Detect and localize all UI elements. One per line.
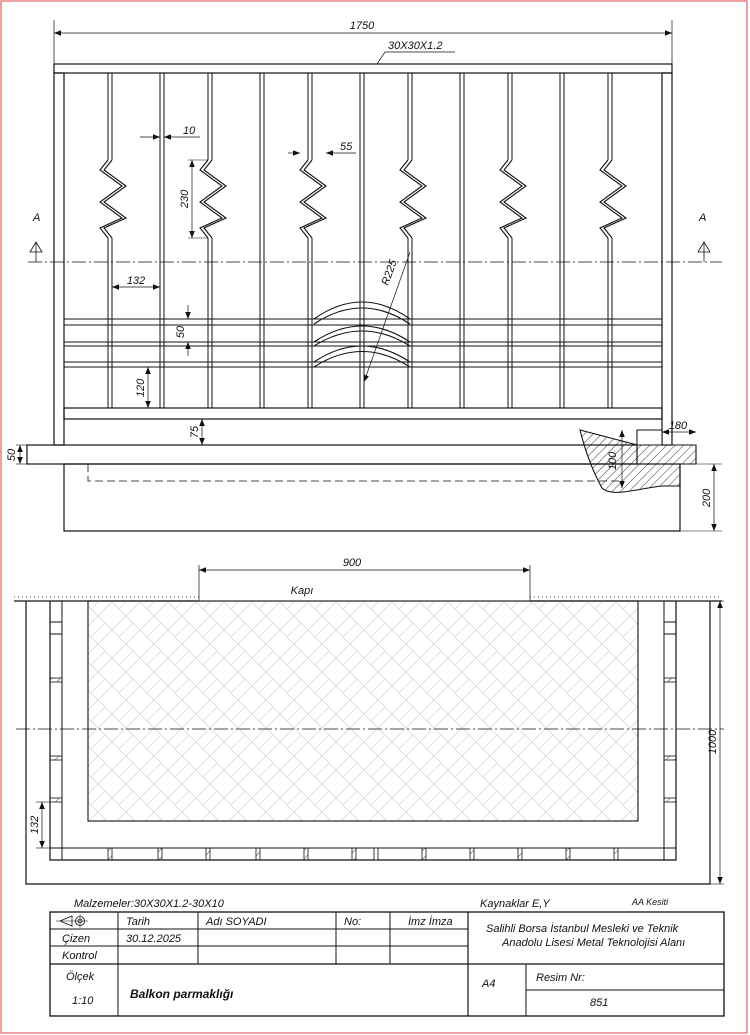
projection-symbol-icon xyxy=(56,914,88,928)
materials-note: Malzemeler:30X30X1.2-30X10 xyxy=(74,898,224,910)
row-drawn: Çizen xyxy=(62,933,91,945)
zigzag-width-label: 55 xyxy=(340,141,353,153)
door-label: Kapı xyxy=(290,585,314,597)
profile-label: 30X30X1.2 xyxy=(388,40,443,52)
post-spacing-label: 132 xyxy=(29,815,41,835)
section-mark-right: A xyxy=(699,212,707,224)
vertical-bars xyxy=(108,73,612,408)
school-line1: Salihli Borsa İstanbul Mesleki ve Teknik xyxy=(486,923,679,935)
col-date: Tarih xyxy=(126,916,151,928)
slab-thickness-label: 50 xyxy=(6,448,18,462)
depth-label: 1000 xyxy=(707,729,719,755)
row-check: Kontrol xyxy=(62,950,97,962)
front-bar-ticks xyxy=(108,848,618,860)
arc-radius-label: R225 xyxy=(379,258,400,288)
col-no: No: xyxy=(344,916,362,928)
bottom-clear-label: 120 xyxy=(135,378,147,398)
section-note: AA Kesiti xyxy=(632,897,669,907)
zigzag-height-label: 230 xyxy=(179,189,191,209)
bay-width-label: 132 xyxy=(126,275,146,287)
sources-note: Kaynaklar E,Y xyxy=(480,898,550,910)
base-height-label: 75 xyxy=(189,425,201,439)
section-mark-left: A xyxy=(33,212,41,224)
sheet-border xyxy=(1,1,747,1033)
plan-view xyxy=(14,565,724,884)
col-sign: İmz İmza xyxy=(408,916,453,928)
scale-value: 1:10 xyxy=(72,995,94,1007)
gap-label: 10 xyxy=(183,125,196,137)
rail-spacing-label: 50 xyxy=(175,325,187,339)
drawing-no: 851 xyxy=(590,997,609,1009)
drawing-title: Balkon parmaklığı xyxy=(130,987,234,1001)
paper-size: A4 xyxy=(482,978,496,990)
wall-width-label: 180 xyxy=(668,420,688,432)
wall-height-label: 200 xyxy=(701,488,713,508)
col-name: Adı SOYADI xyxy=(206,916,267,928)
drawing-no-label: Resim Nr: xyxy=(536,972,585,984)
scale-label: Ölçek xyxy=(66,971,95,983)
overall-width-label: 1750 xyxy=(349,20,375,32)
school-line2: Anadolu Lisesi Metal Teknolojisi Alanı xyxy=(502,937,686,949)
date-value: 30.12.2025 xyxy=(126,933,182,945)
door-width-label: 900 xyxy=(342,557,362,569)
step-depth-label: 100 xyxy=(607,451,619,471)
